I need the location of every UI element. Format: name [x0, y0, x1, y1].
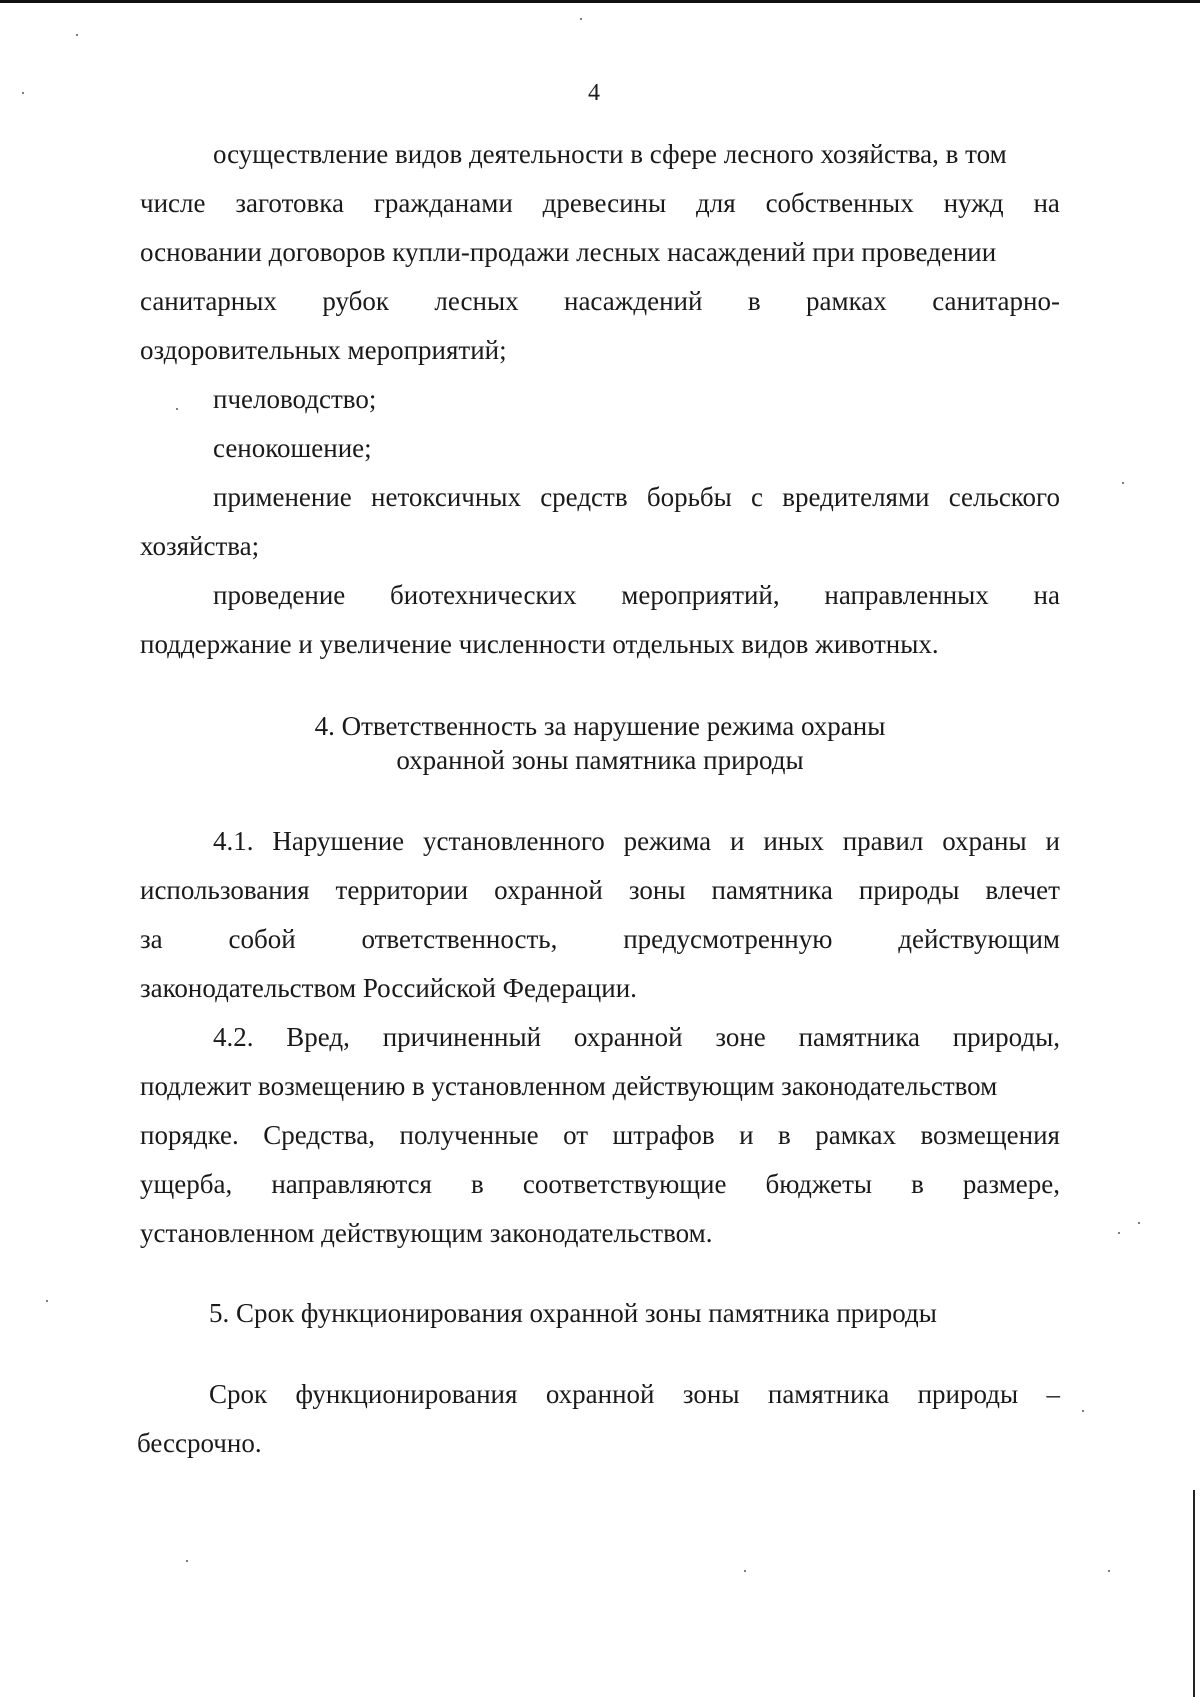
scan-speck: [76, 34, 78, 36]
word: правил: [842, 826, 924, 856]
scan-speck: [1138, 1222, 1140, 1224]
scan-speck: [744, 1570, 746, 1572]
word: территории: [335, 875, 469, 905]
word: насаждений: [564, 286, 703, 316]
word: числе: [140, 188, 206, 218]
paragraph-4-2-line-2: подлежит возмещению в установленном действующим законодательством: [140, 1071, 998, 1101]
paragraph-4-1-line-2: [140, 873, 1060, 907]
word: –: [1046, 1379, 1060, 1409]
section-4-heading-line-1: 4. Ответственность за нарушение режима охраны: [314, 711, 886, 741]
word: на: [1033, 188, 1060, 218]
paragraph-forestry-line-2: [140, 186, 1060, 220]
paragraph-4-2-line-5: установленном действующим законодательством.: [140, 1218, 713, 1248]
paragraph-pest-control-line-2: хозяйства;: [140, 531, 260, 561]
word: Срок: [209, 1379, 268, 1409]
word: Средства,: [263, 1120, 376, 1150]
paragraph-4-2-line-1: [213, 1020, 1060, 1054]
scan-speck: [580, 18, 582, 20]
word: Нарушение: [272, 826, 405, 856]
paragraph-4-2-line-3: [140, 1118, 1060, 1152]
word: размере,: [962, 1169, 1060, 1199]
word: охранной: [494, 875, 603, 905]
word: борьбы: [646, 482, 732, 512]
paragraph-5-line-2: бессрочно.: [137, 1428, 262, 1458]
word: предусмотренную: [623, 924, 833, 954]
word: и: [739, 1120, 754, 1150]
scan-speck: [186, 1560, 188, 1562]
word: возмещения: [920, 1120, 1060, 1150]
word: вредителями: [782, 482, 930, 512]
section-4-heading-line-2: охранной зоны памятника природы: [396, 745, 804, 775]
paragraph-forestry-line-4: [140, 284, 1060, 318]
word: и: [729, 826, 745, 856]
scan-speck: [22, 92, 24, 94]
word: природы: [858, 875, 960, 905]
word: Вред,: [286, 1022, 350, 1052]
word: полученные: [399, 1120, 539, 1150]
word: установленного: [423, 826, 605, 856]
paragraph-4-1-line-1: [213, 824, 1060, 858]
scan-speck: [1082, 1410, 1084, 1412]
scan-speck: [176, 408, 178, 410]
word: охранной: [573, 1022, 683, 1052]
paragraph-4-1-line-4: законодательством Российской Федерации.: [140, 973, 637, 1003]
paragraph-beekeeping: пчеловодство;: [213, 384, 377, 414]
word: причиненный: [382, 1022, 542, 1052]
scan-top-edge: [0, 0, 1200, 3]
paragraph-biotech-line-2: поддержание и увеличение численности отдельных видов животных.: [140, 629, 939, 659]
word: штрафов: [612, 1120, 715, 1150]
word: рамках: [806, 286, 887, 316]
word: 4.2.: [213, 1022, 254, 1052]
word: в: [747, 286, 761, 316]
word: зоны: [682, 1379, 740, 1409]
paragraph-4-1-line-3: [140, 922, 1060, 956]
word: для: [696, 188, 736, 218]
scan-speck: [1118, 1232, 1120, 1234]
paragraph-pest-control-line-1: [213, 480, 1060, 514]
word: использования: [140, 875, 310, 905]
word: от: [563, 1120, 589, 1150]
page-number: 4: [588, 80, 600, 106]
word: собой: [228, 924, 296, 954]
word: зоны: [628, 875, 686, 905]
word: направленных: [824, 580, 989, 610]
word: в: [778, 1120, 791, 1150]
word: рубок: [322, 286, 389, 316]
word: санитарно-: [932, 286, 1060, 316]
paragraph-forestry-line-3: основании договоров купли-продажи лесных насаждений при проведении: [140, 237, 997, 267]
word: памятника: [767, 1379, 890, 1409]
word: 4.1.: [213, 826, 254, 856]
word: порядке.: [140, 1120, 239, 1150]
word: влечет: [985, 875, 1060, 905]
word: собственных: [765, 188, 914, 218]
word: охраны: [942, 826, 1027, 856]
word: сельского: [948, 482, 1060, 512]
paragraph-forestry-line-1: осуществление видов деятельности в сфере лесного хозяйства, в том: [213, 139, 1007, 169]
word: иных: [763, 826, 824, 856]
word: ответственность,: [361, 924, 558, 954]
word: природы: [917, 1379, 1019, 1409]
word: рамках: [815, 1120, 896, 1150]
paragraph-5-line-1: [209, 1377, 1060, 1411]
word: ущерба,: [140, 1169, 233, 1199]
word: направляются: [271, 1169, 432, 1199]
paragraph-haymaking: сенокошение;: [213, 433, 372, 463]
paragraph-forestry-line-5: оздоровительных мероприятий;: [140, 335, 507, 365]
word: нужд: [943, 188, 1004, 218]
word: санитарных: [140, 286, 277, 316]
word: мероприятий,: [621, 580, 780, 610]
word: применение: [213, 482, 352, 512]
word: бюджеты: [765, 1169, 873, 1199]
section-5-heading: 5. Срок функционирования охранной зоны памятника природы: [209, 1298, 937, 1328]
word: лесных: [434, 286, 519, 316]
word: памятника: [711, 875, 833, 905]
word: заготовка: [235, 188, 344, 218]
word: за: [140, 924, 163, 954]
word: в: [471, 1169, 484, 1199]
word: охранной: [545, 1379, 655, 1409]
word: памятника: [798, 1022, 920, 1052]
word: зоне: [715, 1022, 766, 1052]
word: действующим: [898, 924, 1060, 954]
word: на: [1033, 580, 1060, 610]
word: средств: [540, 482, 628, 512]
scan-right-edge: [1193, 1490, 1195, 1697]
word: биотехнических: [390, 580, 577, 610]
word: природы,: [952, 1022, 1060, 1052]
word: соответствующие: [522, 1169, 727, 1199]
word: с: [751, 482, 763, 512]
word: и: [1045, 826, 1060, 856]
scan-speck: [46, 1300, 48, 1302]
word: в: [911, 1169, 924, 1199]
paragraph-4-2-line-4: [140, 1167, 1060, 1201]
word: проведение: [213, 580, 346, 610]
word: нетоксичных: [371, 482, 521, 512]
word: древесины: [542, 188, 667, 218]
word: функционирования: [295, 1379, 518, 1409]
scan-speck: [1122, 482, 1124, 484]
word: режима: [623, 826, 712, 856]
scan-speck: [1108, 1570, 1110, 1572]
word: гражданами: [373, 188, 513, 218]
paragraph-biotech-line-1: [213, 578, 1060, 612]
